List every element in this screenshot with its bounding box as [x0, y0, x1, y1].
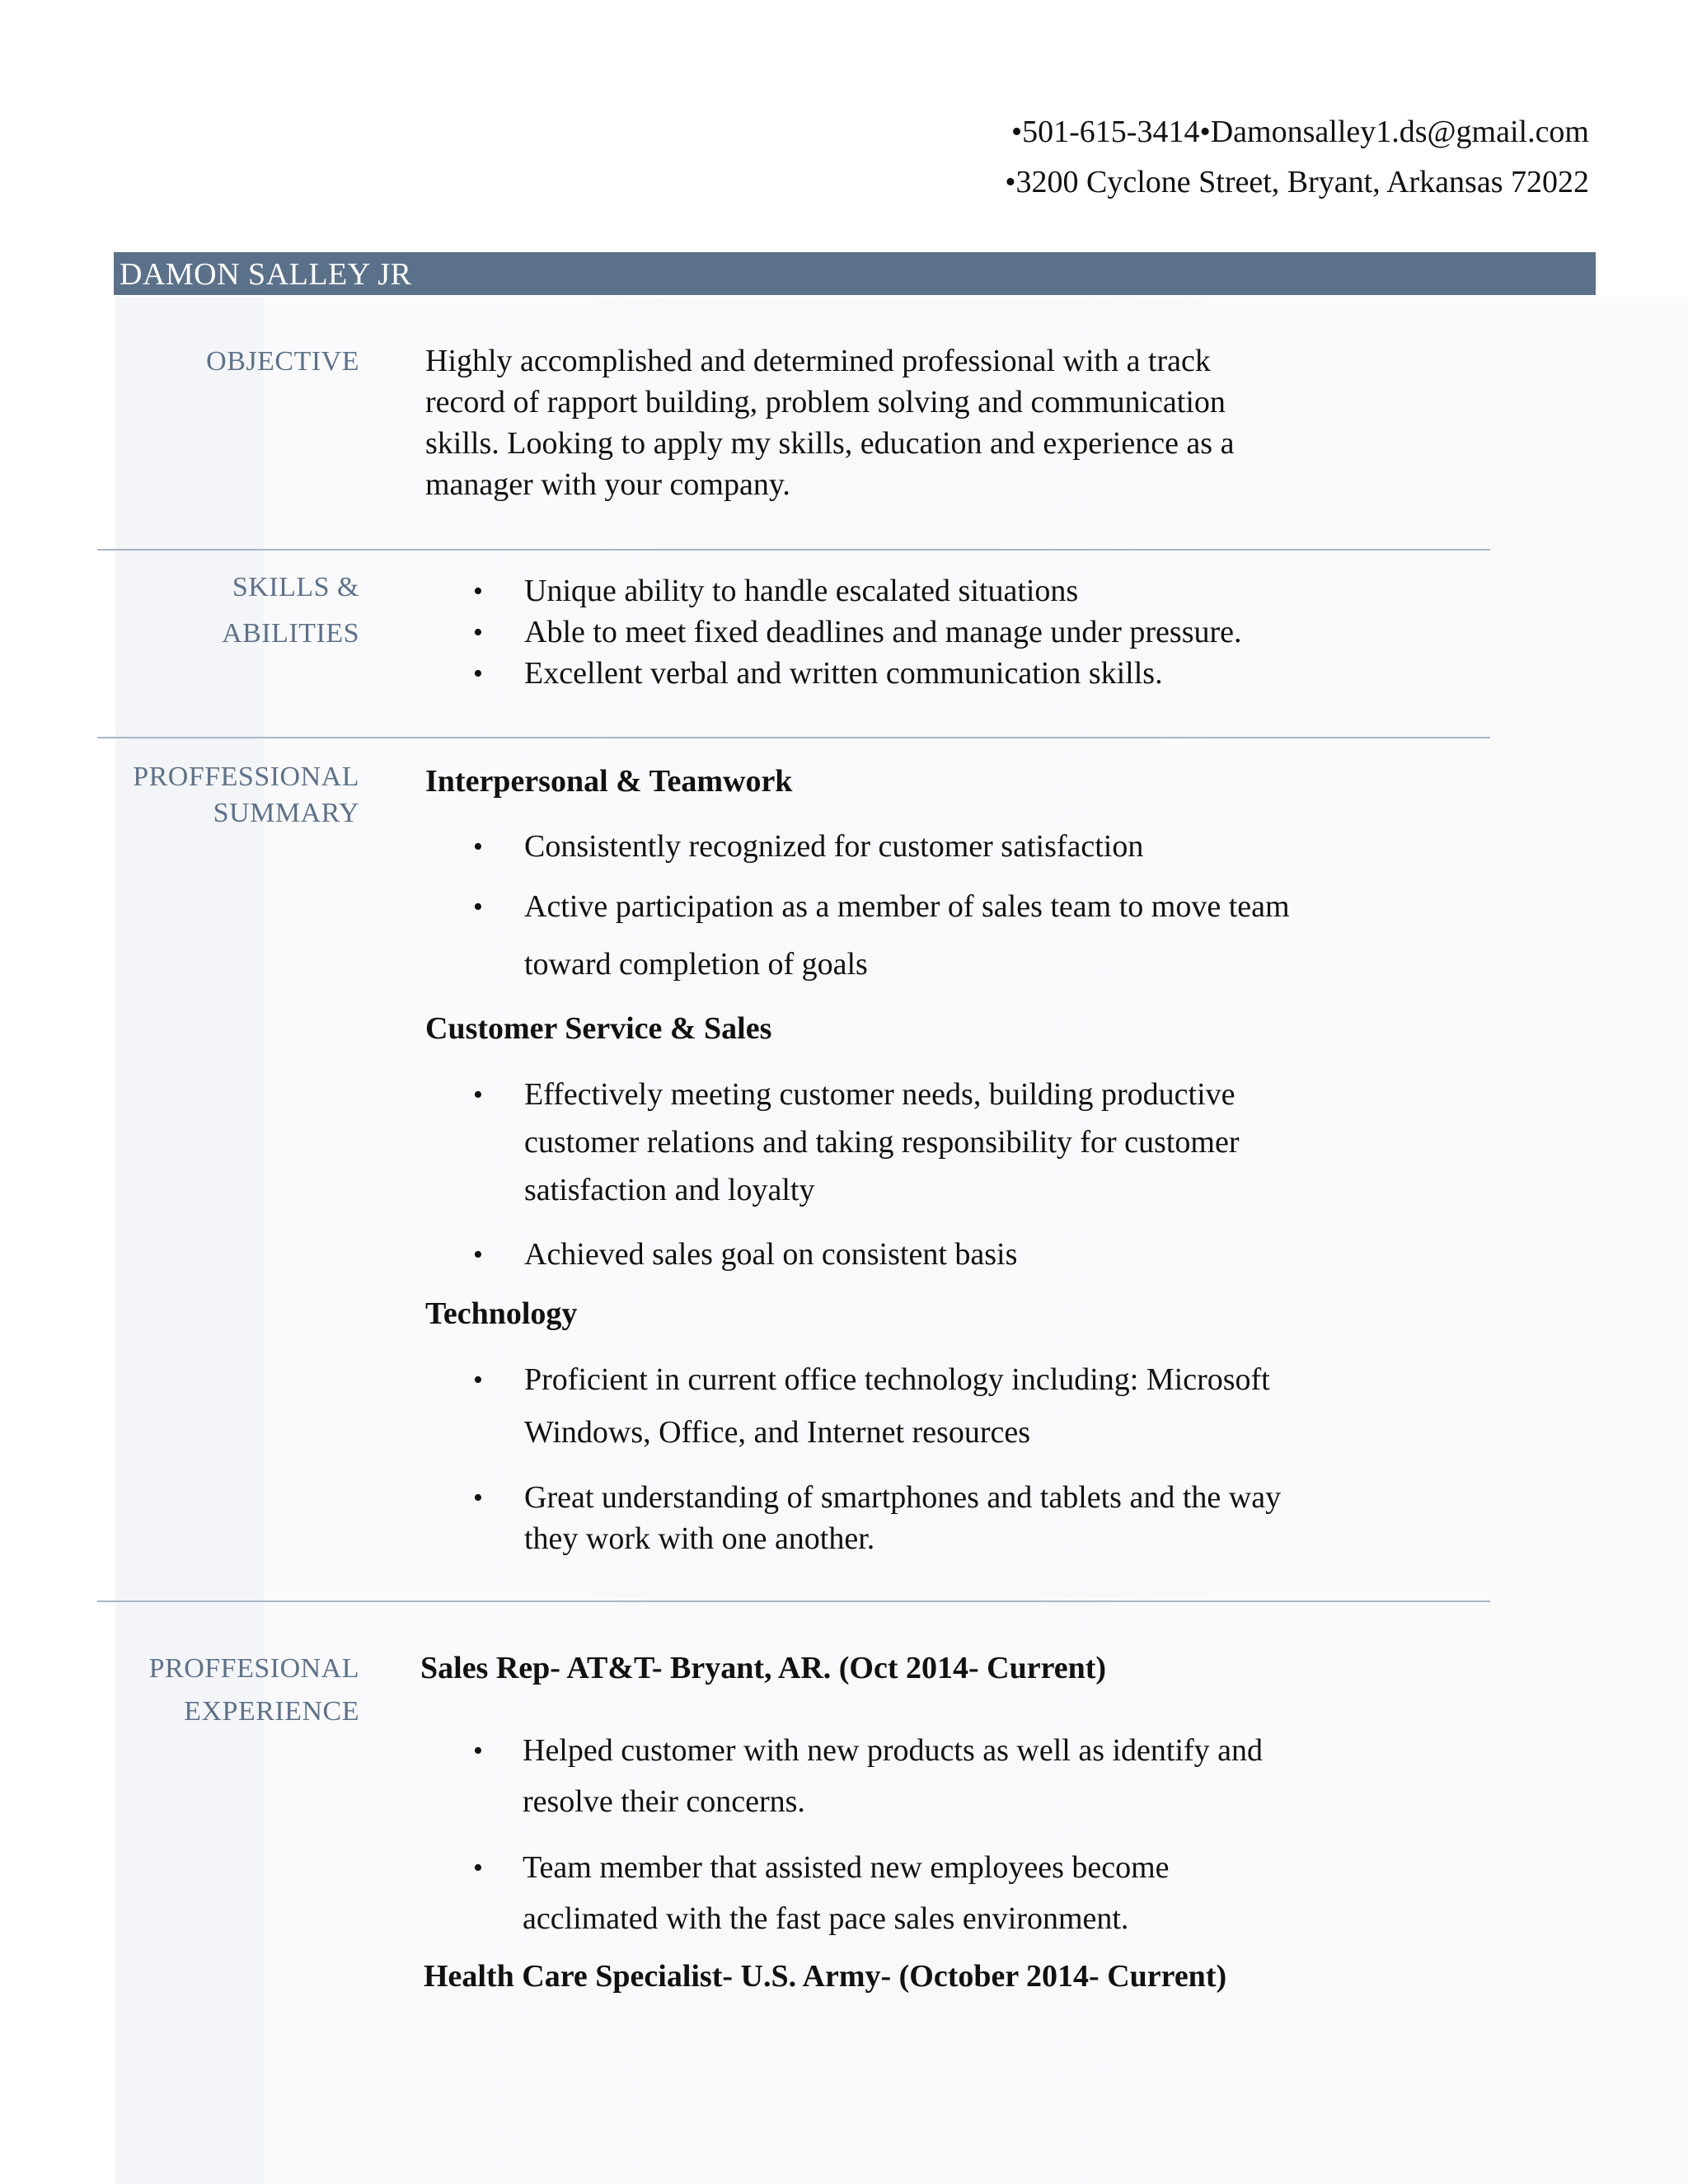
summary-label: PROFFESSIONAL — [133, 762, 359, 792]
summary-item-continued: satisfaction and loyalty — [524, 1173, 815, 1207]
bullet-icon: • — [473, 576, 483, 607]
objective-label: OBJECTIVE — [206, 346, 359, 377]
job-item-continued: acclimated with the fast pace sales environment. — [523, 1901, 1129, 1936]
section-divider — [97, 737, 1490, 738]
objective-line: skills. Looking to apply my skills, education and experience as a — [425, 426, 1235, 461]
bullet-icon: • — [473, 1736, 483, 1766]
skills-label: ABILITIES — [222, 618, 359, 649]
job-item-continued: resolve their concerns. — [523, 1784, 805, 1819]
job-item: Helped customer with new products as well as identify and — [523, 1733, 1264, 1768]
job-title: Sales Rep- AT&T- Bryant, AR. (Oct 2014- Current) — [420, 1651, 1107, 1685]
summary-item: Great understanding of smartphones and tablets and the way — [524, 1480, 1282, 1515]
job-item: Team member that assisted new employees become — [523, 1850, 1170, 1885]
skills-label: SKILLS & — [232, 572, 359, 602]
bullet-icon: • — [473, 1240, 483, 1270]
contact-address: •3200 Cyclone Street, Bryant, Arkansas 72022 — [1005, 165, 1589, 199]
bullet-icon: • — [473, 1853, 483, 1883]
bullet-icon: • — [473, 1365, 483, 1395]
skill-item: Unique ability to handle escalated situations — [524, 574, 1079, 608]
summary-item: Proficient in current office technology including: Microsoft — [524, 1362, 1270, 1397]
summary-heading: Customer Service & Sales — [425, 1011, 772, 1046]
summary-item: Active participation as a member of sales team to move team — [524, 889, 1290, 924]
skill-item: Able to meet fixed deadlines and manage under pressure. — [524, 615, 1242, 649]
objective-line: manager with your company. — [425, 467, 790, 502]
summary-item-continued: customer relations and taking responsibility for customer — [524, 1125, 1240, 1160]
bullet-icon: • — [473, 617, 483, 648]
summary-item: Effectively meeting customer needs, building productive — [524, 1077, 1236, 1112]
summary-item-continued: they work with one another. — [524, 1521, 875, 1556]
summary-item: Consistently recognized for customer satisfaction — [524, 829, 1144, 864]
objective-line: record of rapport building, problem solving and communication — [425, 385, 1226, 419]
summary-heading: Technology — [425, 1296, 578, 1331]
summary-item-continued: toward completion of goals — [524, 947, 868, 982]
candidate-name: DAMON SALLEY JR — [120, 257, 412, 292]
summary-label: SUMMARY — [213, 798, 359, 828]
section-divider — [97, 1601, 1490, 1602]
section-divider — [97, 549, 1490, 551]
experience-label: PROFFESIONAL — [148, 1653, 359, 1684]
bullet-icon: • — [473, 892, 483, 922]
summary-item: Achieved sales goal on consistent basis — [524, 1237, 1018, 1272]
bullet-icon: • — [473, 1080, 483, 1110]
skill-item: Excellent verbal and written communication skills. — [524, 656, 1163, 691]
summary-heading: Interpersonal & Teamwork — [425, 764, 793, 799]
bullet-icon: • — [473, 1483, 483, 1513]
summary-item-continued: Windows, Office, and Internet resources — [524, 1415, 1030, 1450]
bullet-icon: • — [473, 832, 483, 862]
objective-line: Highly accomplished and determined professional with a track — [425, 344, 1211, 378]
experience-label: EXPERIENCE — [184, 1696, 359, 1727]
job-title: Health Care Specialist- U.S. Army- (October 2014- Current) — [424, 1959, 1227, 1994]
contact-phone-email: •501-615-3414•Damonsalley1.ds@gmail.com — [1010, 115, 1589, 149]
bullet-icon: • — [473, 658, 483, 689]
